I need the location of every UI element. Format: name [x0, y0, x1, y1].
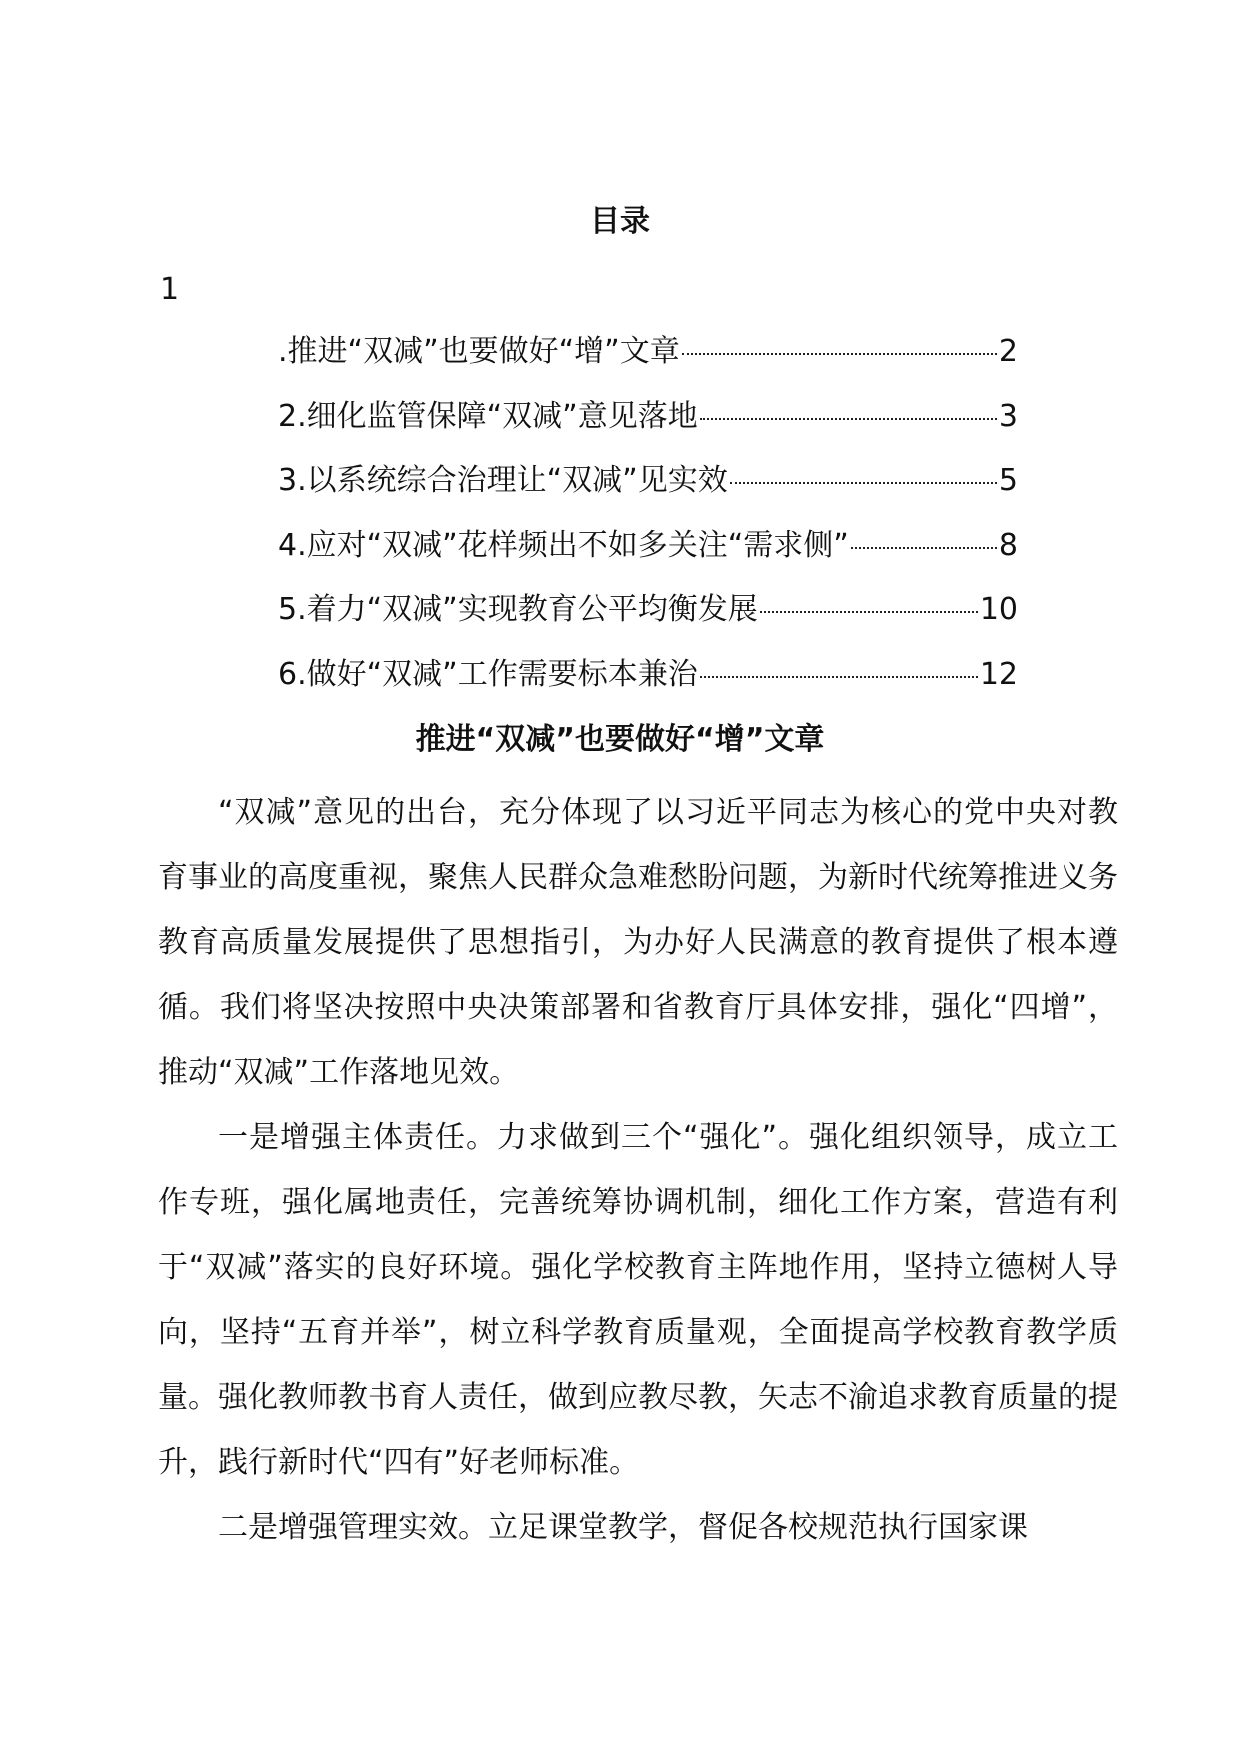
article-paragraph: “双减”意见的出台，充分体现了以习近平同志为核心的党中央对教育事业的高度重视，聚焦人民群众急难愁盼问题，为新时代统筹推进义务教育高质量发展提供了思想指引，为办好人民满意的教育提供了根本遵循。我们将坚决按照中央决策部署和省教育厅具体安排，强化“四增”，推动“双减”工作落地见效。: [158, 795, 1118, 1090]
toc-item[interactable]: [278, 588, 1018, 653]
toc-item-page: 12: [979, 656, 1018, 692]
toc-leader-dots: [700, 418, 997, 420]
article-paragraph: 一是增强主体责任。力求做到三个“强化”。强化组织领导，成立工作专班，强化属地责任，完善统筹协调机制，细化工作方案，营造有利于“双减”落实的良好环境。强化学校教育主阵地作用，坚持立德树人导向，坚持“五育并举”，树立科学教育质量观，全面提高学校教育教学质量。强化教师教书育人责任，做到应教尽教，矢志不渝追求教育质量的提升，践行新时代“四有”好老师标准。: [158, 1120, 1118, 1480]
toc-item-page: 5: [998, 463, 1018, 498]
toc-item[interactable]: [278, 459, 1018, 524]
article-title: 推进“双减”也要做好“增”文章: [415, 722, 825, 757]
toc-item-label: 3.以系统综合治理让“双减”见实效: [278, 463, 728, 498]
toc-item-page: 10: [979, 592, 1018, 627]
toc-item-label: .推进“双减”也要做好“增”文章: [278, 334, 680, 369]
article-body: [158, 780, 1118, 1560]
toc-item[interactable]: [278, 330, 1018, 395]
article-paragraph: 二是增强管理实效。立足课堂教学，督促各校规范执行国家课: [218, 1510, 1028, 1545]
toc-leader-dots: [700, 676, 978, 678]
toc-leader-dots: [730, 482, 997, 484]
toc-item-page: 8: [998, 527, 1018, 563]
toc-leader-dots: [760, 611, 978, 613]
toc-item-label: 2.细化监管保障“双减”意见落地: [278, 398, 698, 434]
toc-item[interactable]: [278, 524, 1018, 589]
toc-number: 1: [160, 272, 180, 307]
toc-item-label: 6.做好“双减”工作需要标本兼治: [278, 656, 698, 692]
toc-list: [278, 330, 1018, 717]
toc-leader-dots: [682, 353, 997, 355]
toc-title: 目录: [590, 204, 650, 239]
toc-item-page: 2: [998, 334, 1018, 369]
toc-item-label: 4.应对“双减”花样频出不如多关注“需求侧”: [278, 527, 849, 563]
toc-item[interactable]: [278, 653, 1018, 718]
toc-leader-dots: [851, 547, 997, 549]
toc-item-page: 3: [998, 398, 1018, 434]
toc-item[interactable]: [278, 395, 1018, 460]
toc-item-label: 5.着力“双减”实现教育公平均衡发展: [278, 592, 758, 627]
